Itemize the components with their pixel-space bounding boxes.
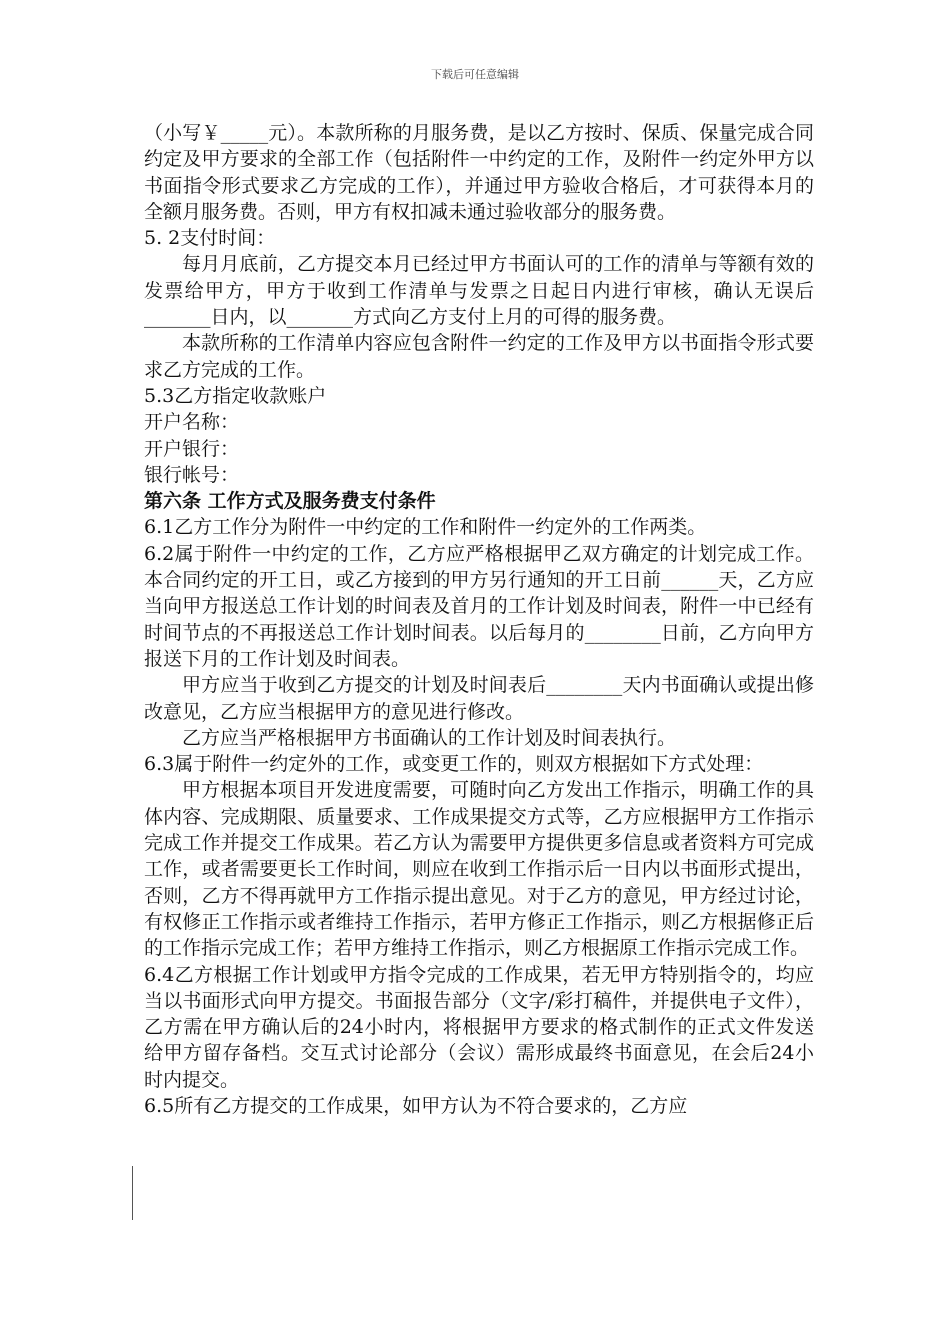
- paragraph-fee-definition: （小写￥_____元）。本款所称的月服务费，是以乙方按时、保质、保量完成合同约定及甲方要求的全部工作（包括附件一中约定的工作，及附件一约定外甲方以书面指令形式要求乙方完成的工作），并通过甲方验收合格后，才可获得本月的全额月服务费。否则，甲方有权扣减未通过验收部分的服务费。: [144, 122, 814, 223]
- clause-6-2: 6.2属于附件一中约定的工作，乙方应严格根据甲乙双方确定的计划完成工作。本合同约定的开工日，或乙方接到的甲方另行通知的开工日前______天，乙方应当向甲方报送总工作计划的时间表及首月的工作计划及时间表，附件一中已经有时间节点的不再报送总工作计划时间表。以后每月的________日前，乙方向甲方报送下月的工作计划及时间表。: [144, 542, 814, 670]
- clause-6-1: 6.1乙方工作分为附件一中约定的工作和附件一约定外的工作两类。: [144, 516, 707, 539]
- page-header: 下载后可任意编辑: [431, 68, 519, 81]
- bank-name-field: 开户银行：: [144, 437, 240, 460]
- revision-margin-bar: [132, 1166, 133, 1220]
- paragraph-work-instructions: 甲方根据本项目开发进度需要，可随时向乙方发出工作指示，明确工作的具体内容、完成期限、质量要求、工作成果提交方式等，乙方应根据甲方工作指示完成工作并提交工作成果。若乙方认为需要甲方提供更多信息或者资料方可完成工作，或者需要更长工作时间，则应在收到工作指示后一日内以书面形式提出，否则，乙方不得再就甲方工作指示提出意见。对于乙方的意见，甲方经过讨论，有权修正工作指示或者维持工作指示，若甲方修正工作指示，则乙方根据修正后的工作指示完成工作；若甲方维持工作指示，则乙方根据原工作指示完成工作。: [144, 779, 814, 960]
- paragraph-work-list: 本款所称的工作清单内容应包含附件一约定的工作及甲方以书面指令形式要求乙方完成的工作。: [144, 332, 814, 381]
- article-6-heading: 第六条 工作方式及服务费支付条件: [144, 490, 436, 513]
- clause-5-2-heading: 5. 2支付时间：: [144, 227, 276, 250]
- document-body: [144, 120, 814, 1119]
- account-number-field: 银行帐号：: [144, 463, 240, 486]
- paragraph-plan-execution: 乙方应当严格根据甲方书面确认的工作计划及时间表执行。: [182, 726, 677, 749]
- clause-6-5: 6.5所有乙方提交的工作成果，如甲方认为不符合要求的，乙方应: [144, 1094, 688, 1117]
- account-name-field: 开户名称：: [144, 411, 240, 434]
- clause-5-3-heading: 5.3乙方指定收款账户: [144, 384, 327, 407]
- paragraph-plan-confirmation: 甲方应当于收到乙方提交的计划及时间表后________天内书面确认或提出修改意见，乙方应当根据甲方的意见进行修改。: [144, 674, 814, 723]
- paragraph-payment-time: 每月月底前，乙方提交本月已经过甲方书面认可的工作的清单与等额有效的发票给甲方，甲方于收到工作清单与发票之日起日内进行审核，确认无误后_______日内，以_______方式向乙方支付上月的可得的服务费。: [144, 253, 814, 329]
- clause-6-3: 6.3属于附件一约定外的工作，或变更工作的，则双方根据如下方式处理：: [144, 753, 764, 776]
- clause-6-4: 6.4乙方根据工作计划或甲方指令完成的工作成果，若无甲方特别指令的，均应当以书面形式向甲方提交。书面报告部分（文字/彩打稿件，并提供电子文件），乙方需在甲方确认后的24小时内，将根据甲方要求的格式制作的正式文件发送给甲方留存备档。交互式讨论部分（会议）需形成最终书面意见，在会后24小时内提交。: [144, 963, 814, 1091]
